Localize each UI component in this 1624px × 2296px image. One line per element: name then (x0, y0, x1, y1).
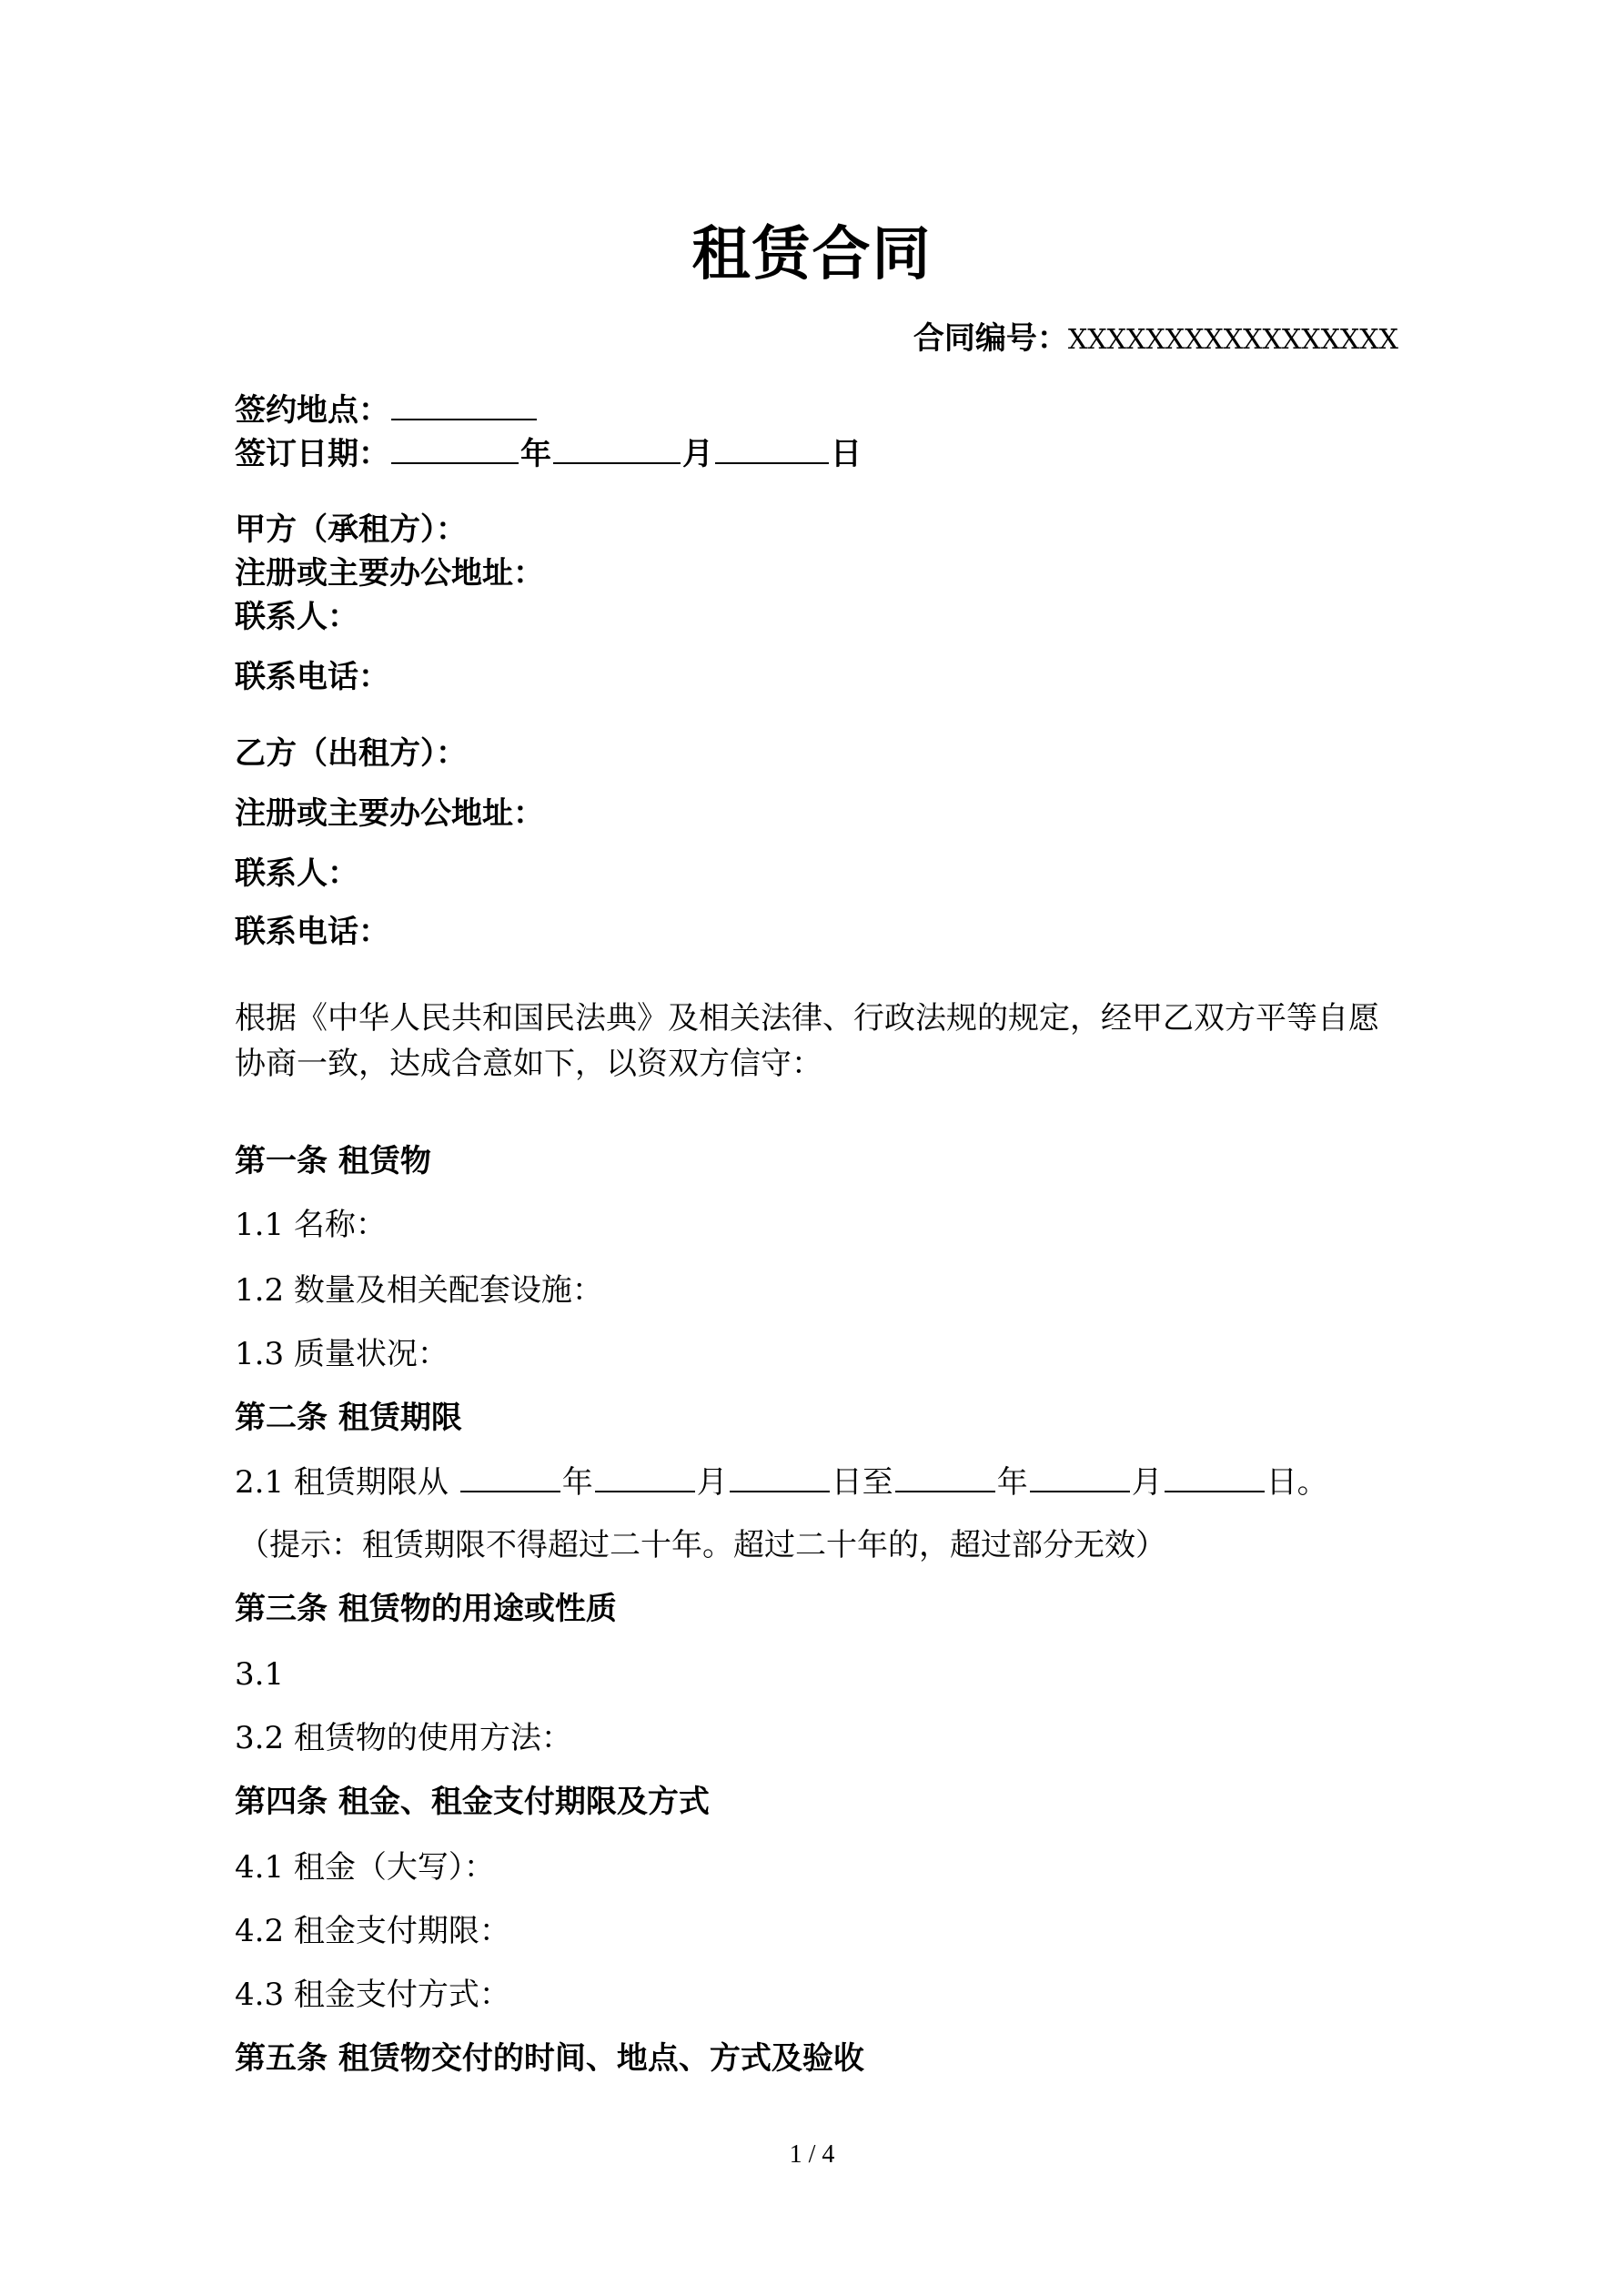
article-4-heading: 第四条 租金、租金支付期限及方式 (235, 1784, 710, 1820)
signing-place (235, 389, 539, 430)
lease-end-year-blank (895, 1462, 995, 1492)
article-1-item-1: 1.1 名称： (235, 1207, 387, 1243)
signing-date-label: 签订日期： (235, 436, 389, 472)
article-3-heading: 第三条 租赁物的用途或性质 (235, 1591, 617, 1627)
article-1-item-2: 1.2 数量及相关配套设施： (235, 1272, 603, 1309)
article-1-heading: 第一条 租赁物 (235, 1143, 431, 1179)
lease-end-month-unit: 月 (1131, 1464, 1163, 1501)
article-3-item-1: 3.1 (235, 1656, 285, 1693)
lease-start-month-blank (595, 1462, 695, 1492)
article-2-item-1 (235, 1462, 1328, 1502)
party-a-heading: 甲方（承租方）： (235, 511, 467, 548)
article-2-note: （提示：租赁期限不得超过二十年。超过二十年的，超过部分无效） (238, 1527, 1166, 1563)
contract-number-value: XXXXXXXXXXXXXXXXX (1067, 324, 1398, 356)
lease-end-month-blank (1030, 1462, 1130, 1492)
lease-start-year-blank (460, 1462, 560, 1492)
party-b-address: 注册或主要办公地址： (235, 795, 544, 832)
lease-start-day-blank (730, 1462, 830, 1492)
lease-start-month-unit: 月 (696, 1464, 728, 1501)
lease-start-day-to: 日至 (831, 1464, 893, 1501)
signing-place-blank (391, 389, 537, 420)
lease-end-day-unit: 日。 (1266, 1464, 1328, 1501)
lease-start-year-unit: 年 (561, 1464, 593, 1501)
page-indicator: 1 / 4 (789, 2140, 835, 2169)
signing-year-blank (391, 433, 519, 464)
preamble-paragraph: 根据《中华人民共和国民法典》及相关法律、行政法规的规定，经甲乙双方平等自愿协商一致，达成合意如下，以资双方信守： (235, 1000, 1379, 1082)
contract-number-label: 合同编号： (913, 320, 1068, 357)
article-4-item-1: 4.1 租金（大写）： (235, 1849, 495, 1886)
lease-end-day-blank (1165, 1462, 1265, 1492)
article-5-heading: 第五条 租赁物交付的时间、地点、方式及验收 (235, 2040, 864, 2077)
article-4-item-3: 4.3 租金支付方式： (235, 1977, 510, 2013)
party-b-contact: 联系人： (235, 855, 358, 892)
signing-year-unit: 年 (520, 436, 551, 472)
party-a-phone: 联系电话： (235, 659, 389, 695)
article-4-item-2: 4.2 租金支付期限： (235, 1913, 510, 1949)
article-3-item-2: 3.2 租赁物的使用方法： (235, 1720, 572, 1756)
page-title: 租赁合同 (691, 221, 933, 288)
contract-number (913, 319, 1398, 360)
signing-date (235, 433, 862, 474)
signing-month-blank (553, 433, 681, 464)
party-a-address: 注册或主要办公地址： (235, 555, 544, 592)
article-1-item-3: 1.3 质量状况： (235, 1336, 449, 1372)
lease-term-prefix: 2.1 租赁期限从 (235, 1464, 459, 1501)
signing-day-blank (715, 433, 829, 464)
article-2-heading: 第二条 租赁期限 (235, 1400, 462, 1436)
signing-place-label: 签约地点： (235, 392, 389, 429)
signing-month-unit: 月 (682, 436, 713, 472)
signing-day-unit: 日 (831, 436, 862, 472)
lease-end-year-unit: 年 (996, 1464, 1028, 1501)
party-b-heading: 乙方（出租方）： (235, 735, 467, 772)
party-b-phone: 联系电话： (235, 914, 389, 950)
party-a-contact: 联系人： (235, 599, 358, 635)
